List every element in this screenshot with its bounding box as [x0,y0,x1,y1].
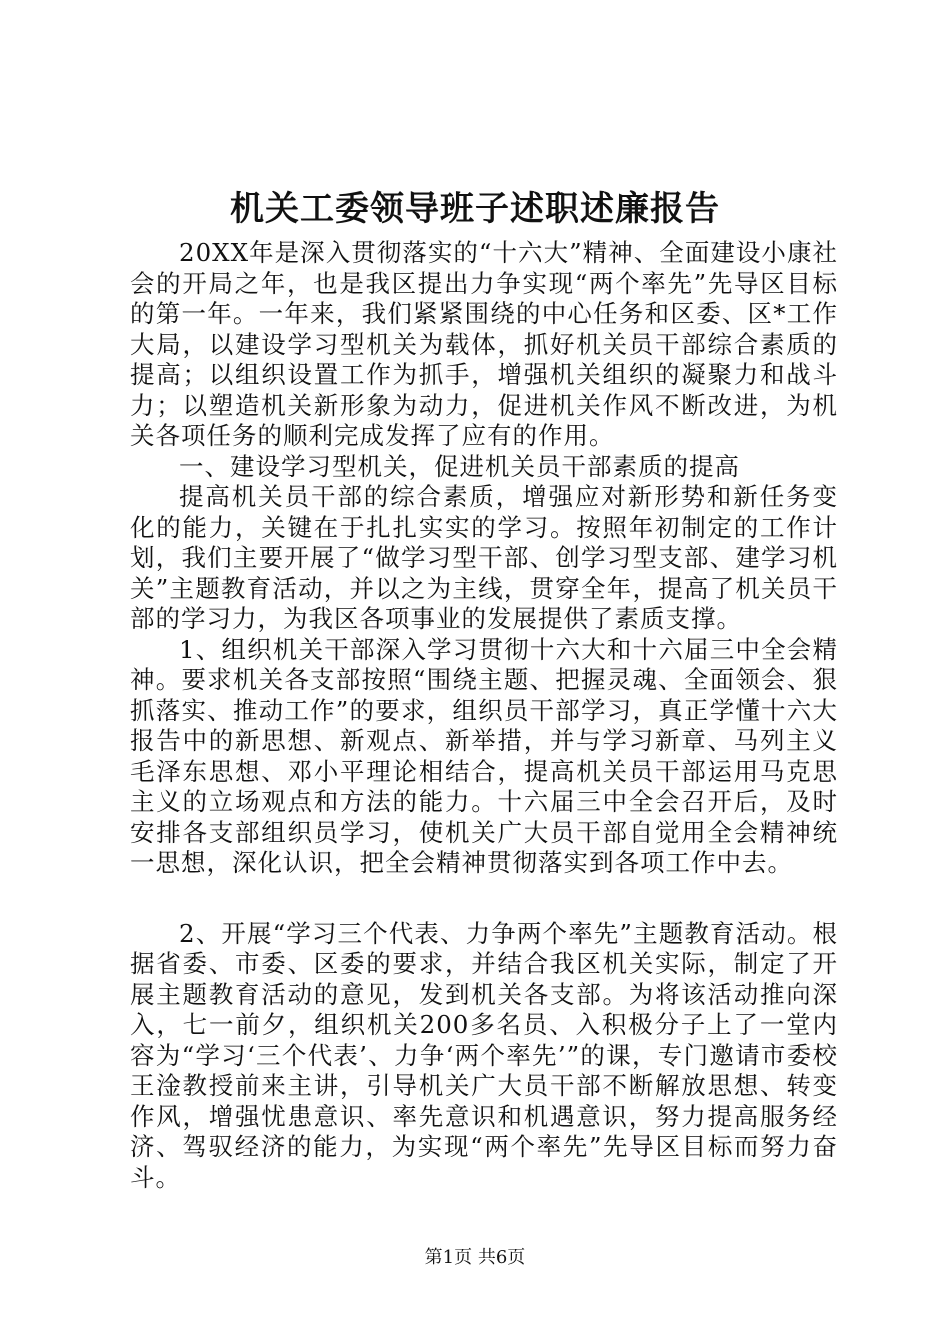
page-footer: 第1页 共6页 [424,1247,526,1268]
document-title: 机关工委领导班子述职述廉报告 [230,189,720,229]
paragraph-gap [130,879,838,919]
section-paragraph: 提高机关员干部的综合素质，增强应对新形势和新任务变化的能力，关键在于扎扎实实的学习。按照年初制定的工作计划，我们主要开展了“做学习型干部、创学习型支部、建学习机关”主题教育活动，并以之为主线，贯穿全年，提高了机关员干部的学习力，为我区各项事业的发展提供了素质支撑。 [130,482,838,633]
intro-paragraph: 20XX年是深入贯彻落实的“十六大”精神、全面建设小康社会的开局之年，也是我区提出力争实现“两个率先”先导区目标的第一年。一年来，我们紧紧围绕的中心任务和区委、区*工作大局，以建设学习型机关为载体，抓好机关员干部综合素质的提高；以组织设置工作为抓手，增强机关组织的凝聚力和战斗力；以塑造机关新形象为动力，促进机关作风不断改进，为机关各项任务的顺利完成发挥了应有的作用。 [130,238,838,450]
item-2-paragraph: 2、开展“学习三个代表、力争两个率先”主题教育活动。根据省委、市委、区委的要求，并结合我区机关实际，制定了开展主题教育活动的意见，发到机关各支部。为将该活动推向深入，七一前夕，组织机关200多名员、入积极分子上了一堂内容为“学习‘三个代表’、力争‘两个率先’”的课，专门邀请市委校王淦教授前来主讲，引导机关广大员干部不断解放思想、转变作风，增强忧患意识、率先意识和机遇意识，努力提高服务经济、驾驭经济的能力，为实现“两个率先”先导区目标而努力奋斗。 [130,918,838,1192]
document-body [130,238,838,1193]
item-1-paragraph: 1、组织机关干部深入学习贯彻十六大和十六届三中全会精神。要求机关各支部按照“围绕主题、把握灵魂、全面领会、狠抓落实、推动工作”的要求，组织员干部学习，真正学懂十六大报告中的新思想、新观点、新举措，并与学习新章、马列主义毛泽东思想、邓小平理论相结合，提高机关员干部运用马克思主义的立场观点和方法的能力。十六届三中全会召开后，及时安排各支部组织员学习，使机关广大员干部自觉用全会精神统一思想，深化认识，把全会精神贯彻落实到各项工作中去。 [130,634,838,877]
section-heading: 一、建设学习型机关，促进机关员干部素质的提高 [179,451,740,481]
